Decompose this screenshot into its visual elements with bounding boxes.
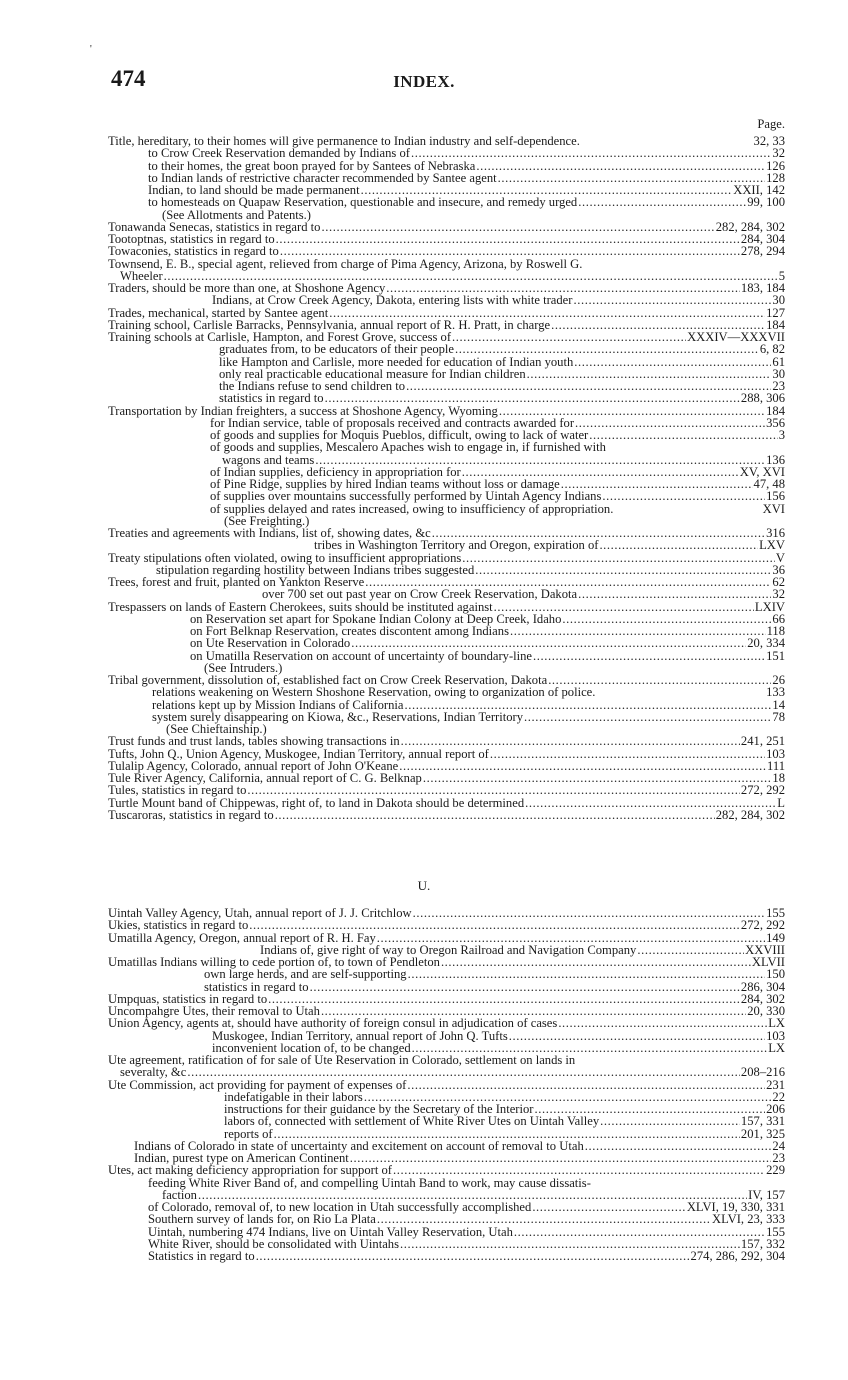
entry-text: of Indian supplies, deficiency in appropriation for — [210, 464, 461, 479]
entry-text: Trespassers on lands of Eastern Cherokees, suits should be instituted against — [108, 599, 493, 614]
index-entry — [108, 1066, 785, 1078]
entry-text: (See Intruders.) — [204, 660, 283, 675]
entry-text: own large herds, and are self-supporting — [204, 967, 407, 982]
entry-text: Tulalip Agency, Colorado, annual report of John O'Keane — [108, 758, 399, 773]
leader-dots — [637, 944, 744, 956]
index-entry — [108, 1164, 785, 1176]
entry-text: graduates from, to be educators of their people — [219, 342, 454, 357]
entry-page-ref: 282, 284, 302 — [715, 219, 785, 234]
entry-text: Indians of, give right of way to Oregon Railroad and Navigation Company — [260, 942, 637, 957]
entry-text: Indian, to land should be made permanent — [148, 183, 360, 197]
leader-dots — [476, 160, 765, 172]
leader-dots — [280, 245, 740, 257]
entry-text: Tules, statistics in regard to — [108, 783, 247, 798]
entry-text: wagons and teams — [222, 452, 315, 467]
entry-text: Towaconies, statistics in regard to — [108, 244, 279, 259]
entry-text: of goods and supplies for Moquis Pueblos, difficult, owing to lack of water — [210, 428, 589, 442]
entry-text: relations weakening on Western Shoshone Reservation, owing to organization of police. — [152, 685, 596, 700]
entry-page-ref: 272, 292 — [740, 918, 785, 933]
leader-dots — [406, 380, 771, 392]
entry-page-ref: 184 — [766, 317, 785, 332]
leader-dots — [527, 368, 772, 380]
entry-page-ref: 26 — [772, 673, 785, 687]
leader-dots — [405, 699, 772, 711]
entry-text: Utes, act making deficiency appropriation for support of — [108, 1163, 392, 1178]
index-entry — [108, 1213, 785, 1225]
leader-dots — [452, 331, 686, 343]
index-entry — [108, 1128, 785, 1140]
index-entry — [108, 601, 785, 613]
entry-text: Statistics in regard to — [148, 1249, 255, 1263]
entry-text: Tule River Agency, California, annual report of C. G. Belknap — [108, 771, 422, 785]
entry-text: Transportation by Indian freighters, a success at Shoshone Agency, Wyoming — [108, 403, 498, 418]
entry-text: statistics in regard to — [204, 979, 309, 994]
entry-text: instructions for their guidance by the Secretary of the Interior — [224, 1102, 534, 1116]
entry-text: Umatilla Agency, Oregon, annual report of R. H. Fay — [108, 930, 376, 945]
entry-page-ref: 155 — [766, 1224, 785, 1239]
entry-text: the Indians refuse to send children to — [219, 379, 406, 393]
entry-page-ref: 229 — [766, 1163, 785, 1178]
entry-text: Tufts, John Q., Union Agency, Muskogee, Indian Territory, annual report of — [108, 746, 489, 761]
entry-page-ref: 136 — [766, 452, 785, 467]
leader-dots — [558, 1017, 767, 1029]
leader-dots — [578, 196, 746, 208]
leader-dots — [524, 711, 771, 723]
index-entry — [108, 1079, 785, 1091]
index-entry — [108, 294, 785, 306]
entry-page-ref: XXII, 142 — [733, 183, 785, 197]
entry-page-ref: 23 — [772, 1151, 785, 1165]
entry-page-ref: 32 — [772, 587, 785, 602]
leader-dots — [574, 356, 771, 368]
entry-text: on Reservation set apart for Spokane Indian Colony at Deep Creek, Idaho — [190, 611, 562, 626]
entry-page-ref: 20, 334 — [747, 636, 785, 651]
leader-dots — [247, 784, 740, 796]
leader-dots — [599, 539, 758, 551]
leader-dots — [400, 1238, 740, 1250]
entry-text: Ukies, statistics in regard to — [108, 918, 249, 933]
entry-text: Townsend, E. B., special agent, relieved from charge of Pima Agency, Arizona, by Roswell G. — [108, 256, 583, 271]
entry-text: like Hampton and Carlisle, more needed for education of Indian youth — [219, 354, 574, 369]
index-entry — [108, 196, 785, 208]
entry-page-ref: 6, 82 — [759, 342, 785, 357]
entry-text: severalty, &c — [120, 1065, 187, 1080]
index-entry — [108, 932, 785, 944]
index-entry — [108, 356, 785, 368]
entry-text: Treaties and agreements with Indians, list of, showing dates, &c — [108, 526, 431, 540]
index-entry — [108, 307, 785, 319]
entry-text: Uintah Valley Agency, Utah, annual report of J. J. Critchlow — [108, 906, 412, 920]
index-entry — [108, 343, 785, 355]
index-entry — [108, 1017, 785, 1029]
entry-text: over 700 set out past year on Crow Creek Reservation, Dakota — [262, 587, 578, 602]
entry-text: of supplies delayed and rates increased, owing to insufficiency of appropriation. — [210, 501, 614, 516]
entry-page-ref: 22 — [772, 1089, 785, 1104]
index-entry — [108, 503, 785, 515]
entry-text: faction — [162, 1187, 197, 1202]
index-entry — [108, 441, 785, 453]
leader-dots — [274, 1128, 740, 1140]
entry-page-ref: 155 — [766, 906, 785, 920]
entry-page-ref: XVI — [762, 501, 785, 516]
leader-dots — [377, 932, 765, 944]
index-entry — [108, 1030, 785, 1042]
entry-text: Indians of Colorado in state of uncertainty and excitement on account of removal to Utah — [134, 1138, 584, 1153]
leader-dots — [509, 1030, 765, 1042]
entry-text: Training schools at Carlisle, Hampton, and Forest Grove, success of — [108, 330, 452, 344]
leader-dots — [602, 490, 765, 502]
entry-page-ref: 231 — [766, 1077, 785, 1092]
entry-text: Indians, at Crow Creek Agency, Dakota, entering lists with white trader — [212, 293, 573, 308]
entry-page-ref: LX — [768, 1016, 785, 1031]
index-entry — [108, 919, 785, 931]
entry-text: Tonawanda Senecas, statistics in regard to — [108, 219, 321, 234]
entry-page-ref: 278, 294 — [740, 244, 785, 259]
entry-text: (See Allotments and Patents.) — [162, 207, 312, 222]
entry-page-ref: 286, 304 — [740, 979, 785, 994]
index-entry — [108, 552, 785, 564]
entry-page-ref: 103 — [766, 1028, 785, 1043]
entry-text: of supplies over mountains successfully performed by Uintah Agency Indians — [210, 489, 602, 504]
index-entry — [108, 405, 785, 417]
entry-page-ref: 149 — [766, 930, 785, 945]
entry-page-ref: 316 — [766, 526, 785, 540]
entry-text: on Umatilla Reservation on account of uncertainty of boundary-line — [190, 648, 533, 663]
entry-text: relations kept up by Mission Indians of California — [152, 697, 404, 712]
leader-dots — [310, 981, 740, 993]
entry-page-ref: 5 — [778, 268, 785, 283]
index-entry — [108, 539, 785, 551]
entry-text: (See Freighting.) — [224, 513, 310, 528]
leader-dots — [411, 147, 771, 159]
entry-text: Title, hereditary, to their homes will give permanence to Indian industry and self-dependence. — [108, 134, 580, 148]
index-entry — [108, 1115, 785, 1127]
index-entry — [108, 748, 785, 760]
index-entry — [108, 1054, 785, 1066]
entry-page-ref: 18 — [772, 771, 785, 785]
entry-page-ref: 208–216 — [740, 1065, 785, 1080]
leader-dots — [600, 1115, 740, 1127]
entry-page-ref: XV, XVI — [739, 464, 785, 479]
entry-text: to homesteads on Quapaw Reservation, questionable and insecure, and remedy urged — [148, 195, 578, 210]
entry-page-ref: 3 — [778, 428, 785, 442]
leader-dots — [399, 760, 766, 772]
entry-page-ref: 184 — [766, 403, 785, 418]
entry-page-ref: 30 — [772, 293, 785, 308]
entry-text: tribes in Washington Territory and Oregon, expiration of — [314, 538, 599, 553]
leader-dots — [329, 307, 765, 319]
index-entry — [108, 147, 785, 159]
entry-page-ref: LXIV — [754, 599, 785, 614]
entry-page-ref: 126 — [766, 158, 785, 173]
leader-dots — [575, 417, 765, 429]
entry-page-ref: 282, 284, 302 — [715, 807, 785, 822]
entry-text: to Crow Creek Reservation demanded by Indians of — [148, 146, 410, 161]
entry-page-ref: 66 — [772, 611, 785, 626]
entry-page-ref: XXXIV—XXXVII — [687, 330, 785, 344]
entry-page-ref: 127 — [766, 305, 785, 320]
leader-dots — [268, 993, 740, 1005]
index-entry — [108, 1250, 785, 1262]
page-title: INDEX. — [393, 72, 455, 91]
leader-dots — [578, 588, 771, 600]
entry-text: of Colorado, removal of, to new location in Utah successfully accomplished — [148, 1200, 532, 1214]
index-entry — [108, 809, 785, 821]
leader-dots — [532, 1201, 686, 1213]
index-entry — [108, 368, 785, 380]
entry-text: stipulation regarding hostility between Indians tribes suggested — [156, 562, 475, 577]
entry-page-ref: V — [775, 550, 785, 565]
leader-dots — [377, 1213, 711, 1225]
section-letter-u: U. — [417, 878, 431, 893]
entry-text: to Indian lands of restrictive character recommended by Santee agent — [148, 170, 497, 185]
leader-dots — [407, 1079, 765, 1091]
leader-dots — [510, 625, 766, 637]
index-section-u — [108, 907, 785, 1262]
entry-text: on Ute Reservation in Colorado — [190, 636, 351, 651]
index-entry — [108, 968, 785, 980]
index-entry — [108, 209, 785, 221]
index-entry — [108, 1177, 785, 1189]
entry-text: Trees, forest and fruit, planted on Yankton Reserve — [108, 575, 365, 589]
entry-text: reports of — [224, 1126, 273, 1141]
index-entry — [108, 650, 785, 662]
leader-dots — [276, 233, 740, 245]
leader-dots — [462, 552, 775, 564]
entry-page-ref: 133 — [766, 685, 785, 700]
entry-text: Traders, should be more than one, at Shoshone Agency — [108, 281, 386, 295]
entry-page-ref: LXV — [759, 538, 785, 553]
entry-page-ref: 99, 100 — [747, 195, 785, 210]
entry-page-ref: 128 — [766, 170, 785, 185]
margin-mark: ' — [90, 44, 92, 55]
entry-page-ref: 62 — [772, 575, 785, 589]
entry-text: of Pine Ridge, supplies by hired Indian teams without loss or damage — [210, 477, 560, 491]
leader-dots — [325, 392, 740, 404]
entry-page-ref: 241, 251 — [740, 734, 785, 749]
leader-dots — [455, 343, 759, 355]
entry-text: Umpquas, statistics in regard to — [108, 991, 268, 1006]
leader-dots — [408, 968, 766, 980]
entry-text: Trades, mechanical, started by Santee agent — [108, 305, 329, 320]
leader-dots — [475, 564, 771, 576]
leader-dots — [249, 919, 740, 931]
entry-page-ref: XLVI, 19, 330, 331 — [686, 1200, 785, 1214]
leader-dots — [585, 1140, 772, 1152]
entry-text: Trust funds and trust lands, tables showing transactions in — [108, 734, 400, 749]
entry-text: only real practicable educational measure for Indian children — [219, 366, 526, 381]
entry-text: Umatillas Indians willing to cede portion of, to town of Pendleton — [108, 955, 440, 969]
index-entry — [108, 588, 785, 600]
entry-page-ref: 36 — [772, 562, 785, 577]
index-entry — [108, 160, 785, 172]
entry-page-ref: 24 — [772, 1138, 785, 1153]
page-number: 474 — [111, 66, 146, 91]
leader-dots — [514, 1226, 765, 1238]
leader-dots — [441, 956, 751, 968]
entry-page-ref: 157, 331 — [740, 1114, 785, 1129]
index-entry — [108, 735, 785, 747]
index-section-t — [108, 135, 785, 821]
leader-dots — [350, 1152, 772, 1164]
entry-text: Treaty stipulations often violated, owing to insufficient appropriations — [108, 550, 462, 565]
entry-text: statistics in regard to — [219, 391, 324, 406]
entry-page-ref: 20, 330 — [747, 1004, 785, 1018]
entry-text: White River, should be consolidated with Uintahs — [148, 1236, 399, 1251]
leader-dots — [533, 650, 765, 662]
entry-page-ref: 201, 325 — [740, 1126, 785, 1141]
index-entry — [108, 784, 785, 796]
entry-text: system surely disappearing on Kiowa, &c., Reservations, Indian Territory — [152, 709, 524, 724]
entry-page-ref: XLVII — [751, 955, 785, 969]
entry-page-ref: LX — [768, 1040, 785, 1055]
index-entry — [108, 699, 785, 711]
entry-text: Union Agency, agents at, should have authority of foreign consul in adjudication of cases — [108, 1016, 558, 1031]
entry-text: for Indian service, table of proposals received and contracts awarded for — [210, 415, 575, 430]
leader-dots — [401, 735, 740, 747]
entry-text: Uintah, numbering 474 Indians, live on Uintah Valley Reservation, Utah — [148, 1224, 513, 1239]
index-entry — [108, 454, 785, 466]
entry-text: (See Chieftainship.) — [166, 722, 267, 736]
entry-text: Wheeler — [120, 268, 163, 283]
entry-page-ref: 356 — [766, 415, 785, 430]
entry-text: indefatigable in their labors — [224, 1089, 363, 1104]
leader-dots — [525, 797, 776, 809]
index-entry — [108, 380, 785, 392]
leader-dots — [562, 613, 771, 625]
leader-dots — [423, 772, 772, 784]
entry-text: Uncompahgre Utes, their removal to Utah — [108, 1004, 320, 1018]
entry-page-ref: 103 — [766, 746, 785, 761]
leader-dots — [275, 809, 715, 821]
entry-page-ref: 288, 306 — [740, 391, 785, 406]
index-entry — [108, 1226, 785, 1238]
leader-dots — [499, 405, 765, 417]
entry-text: of goods and supplies, Mescalero Apaches wish to engage in, if furnished with — [210, 440, 606, 455]
leader-dots — [321, 221, 714, 233]
index-entry — [108, 686, 785, 698]
entry-page-ref: 30 — [772, 366, 785, 381]
entry-text: Ute Commission, act providing for payment of expenses of — [108, 1077, 407, 1092]
entry-text: on Fort Belknap Reservation, creates discontent among Indians — [190, 624, 509, 638]
entry-page-ref: 272, 292 — [740, 783, 785, 798]
entry-page-ref: L — [777, 795, 785, 810]
leader-dots — [315, 454, 765, 466]
entry-text: feeding White River Band of, and compelling Uintah Band to work, may cause dissatis- — [148, 1175, 591, 1190]
entry-page-ref: 157, 332 — [740, 1236, 785, 1251]
page-column-label: Page. — [757, 117, 785, 131]
index-entry — [108, 637, 785, 649]
entry-text: Tootoptnas, statistics in regard to — [108, 232, 275, 246]
entry-page-ref: 118 — [766, 624, 785, 638]
index-entry — [108, 245, 785, 257]
leader-dots — [490, 748, 765, 760]
entry-page-ref: 284, 304 — [740, 232, 785, 246]
index-entry — [108, 258, 785, 270]
entry-page-ref: 274, 286, 292, 304 — [690, 1249, 785, 1263]
entry-text: Muskogee, Indian Territory, annual report of John Q. Tufts — [212, 1028, 508, 1043]
index-entry — [108, 490, 785, 502]
entry-page-ref: 150 — [766, 967, 785, 982]
entry-text: Training school, Carlisle Barracks, Pennsylvania, annual report of R. H. Pratt, in charge — [108, 317, 551, 332]
entry-page-ref: 47, 48 — [753, 477, 785, 491]
entry-page-ref: 78 — [772, 709, 785, 724]
entry-text: Ute agreement, ratification of for sale of Ute Reservation in Colorado, settlement on lands in — [108, 1053, 576, 1067]
entry-text: Southern survey of lands for, on Rio La Plata — [148, 1212, 376, 1227]
entry-page-ref: 156 — [766, 489, 785, 504]
entry-page-ref: XXVIII — [745, 942, 785, 957]
index-entry — [108, 392, 785, 404]
entry-text: Indian, purest type on American Continent — [134, 1151, 349, 1165]
leader-dots — [573, 294, 771, 306]
leader-dots — [187, 1066, 740, 1078]
index-entry — [108, 981, 785, 993]
leader-dots — [589, 429, 777, 441]
entry-page-ref: 14 — [772, 697, 785, 712]
leader-dots — [494, 601, 754, 613]
entry-page-ref: 206 — [766, 1102, 785, 1116]
leader-dots — [393, 1164, 765, 1176]
index-entry — [108, 797, 785, 809]
entry-text: Turtle Mount band of Chippewas, right of, to land in Dakota should be determined — [108, 795, 525, 810]
entry-text: Tribal government, dissolution of, established fact on Crow Creek Reservation, Dakota — [108, 673, 548, 687]
entry-page-ref: 32 — [772, 146, 785, 161]
entry-page-ref: XLVI, 23, 333 — [712, 1212, 785, 1227]
entry-page-ref: 183, 184 — [740, 281, 785, 295]
entry-page-ref: 151 — [766, 648, 785, 663]
entry-page-ref: 32, 33 — [753, 134, 785, 148]
entry-page-ref: 23 — [772, 379, 785, 393]
entry-text: to their homes, the great boon prayed for by Santees of Nebraska — [148, 158, 476, 173]
entry-page-ref: IV, 157 — [748, 1187, 785, 1202]
entry-page-ref: 61 — [772, 354, 785, 369]
entry-text: Tuscaroras, statistics in regard to — [108, 807, 274, 822]
entry-page-ref: 284, 302 — [740, 991, 785, 1006]
leader-dots — [498, 172, 765, 184]
entry-text: inconvenient location of, to be changed — [212, 1040, 411, 1055]
entry-text: labors of, connected with settlement of White River Utes on Uintah Valley — [224, 1114, 600, 1129]
leader-dots — [351, 637, 746, 649]
entry-page-ref: 111 — [767, 758, 785, 773]
leader-dots — [256, 1250, 690, 1262]
leader-dots — [413, 907, 766, 919]
